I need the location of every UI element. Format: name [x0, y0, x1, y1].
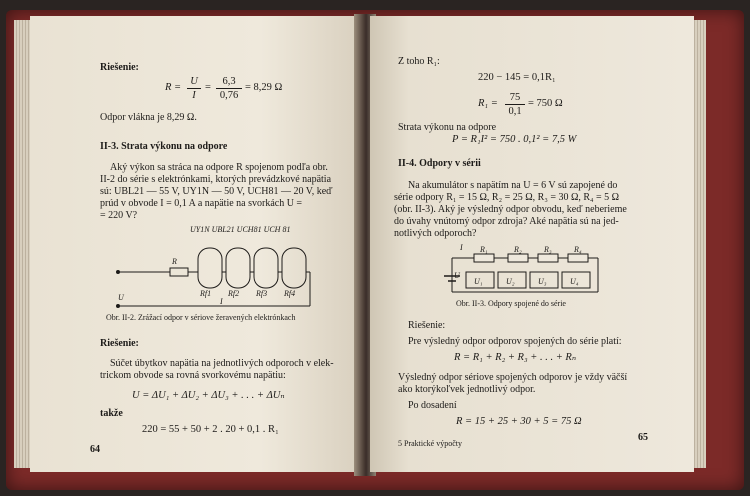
riesenie-heading: Riešenie:	[100, 62, 139, 73]
po-dosadeni-text: Po dosadení	[408, 400, 457, 411]
voltage-sum-formula: U = ΔU₁ + ΔU₂ + ΔU₃ + . . . + ΔUₙ	[132, 390, 285, 401]
right-page: Z toho R₁: 220 − 145 = 0,1R₁ R₁ = 75 0,1 = 750 Ω Strata výkonu na odpore P = R₁I² = 750 . 0,1² = 7,5 W II-4. Odpory v sérii Na akumulátor s napätím na U = 6 V sú zapojené do série odpory R₁ = 15 Ω, R₂ = 25 Ω, R₃ = 30 Ω, R₄ = 5 Ω (obr. II-3). Aký je výsledný odpor obvodu, keď neberieme do úvahy vnútorný odpor zdroja? Aké napätia sú na jed- notlivých odporoch? R₁ R₂ R₃ R₄ U₁ U₂ U₃ U₄ I U Obr. II-3. Odpory spojené do série Riešenie: Pre výsledný odpor odporov spojených do série platí: R = R₁ + R₂ + R₃ + . . . + Rₙ Výsledný odpor sériove spojených odporov je vždy väčší ako ktorýkoľvek jednotlivý odpor. Po dosadení R = 15 + 25 + 30 + 5 = 75 Ω 5 Praktické výpočty 65	[370, 16, 694, 472]
solution-line-2: trickom obvode sa rovná svorkovému napätiu:	[100, 370, 286, 381]
section-title-ii3: II-3. Strata výkonu na odpore	[100, 141, 228, 152]
figure-ii2-caption: Obr. II-2. Zrážací odpor v sériove žeravených elektrónkach	[106, 313, 296, 322]
riesenie-heading-right: Riešenie:	[408, 320, 446, 331]
series-circuit-diagram	[370, 242, 694, 302]
power-formula: P = R₁I² = 750 . 0,1² = 7,5 W	[452, 134, 577, 145]
strata-text: Strata výkonu na odpore	[398, 122, 497, 133]
numeric-result: R = 15 + 25 + 30 + 5 = 75 Ω	[456, 416, 582, 427]
result-line-2: ako ktorýkoľvek jednotlivý odpor.	[398, 384, 536, 395]
left-page: Riešenie: R = U I = 6,3 0,76 = 8,29 Ω Odpor vlákna je 8,29 Ω. II-3. Strata výkonu na odpore Aký výkon sa stráca na odpore R spojenom podľa obr. II-2 do série s elektrónkami, ktorých prevádzkové napätia sú: UBL21 — 55 V, UY1N — 50 V, UCH81 — 20 V, keď prúd v obvode I = 0,1 A a napätie na svorkách U = = 220 V? UY1N UBL21 UCH81 UCH 81 R Rf1 Rf2 Rf3 Rf4 U I Obr. II-2. Zrážací odpor v sériove žeravených elektrónkach Riešenie: Súčet úbytkov napätia na jednotlivých odporoch v elek- trickom obvode sa rovná svorkovému napätiu: U = ΔU₁ + ΔU₂ + ΔU₃ + . . . + ΔUₙ takže 220 = 55 + 50 + 2 . 20 + 0,1 . R₁ 64	[30, 16, 360, 472]
footer-text: 5 Praktické výpočty	[398, 439, 462, 448]
section-title-ii4: II-4. Odpory v sérii	[398, 158, 481, 169]
tube-circuit-diagram	[30, 234, 360, 314]
figure-ii3-caption: Obr. II-3. Odpory spojené do série	[456, 299, 566, 308]
right-page-edges	[692, 20, 706, 468]
page-number-left: 64	[90, 444, 100, 455]
riesenie-heading-2: Riešenie:	[100, 338, 139, 349]
result-intro: Pre výsledný odpor odporov spojených do série platí:	[408, 336, 622, 347]
resistance-sum-formula: R = R₁ + R₂ + R₃ + . . . + Rₙ	[454, 352, 577, 363]
filament-text: Odpor vlákna je 8,29 Ω.	[100, 112, 197, 123]
result-line-1: Výsledný odpor sériove spojených odporov je vždy väčší	[398, 372, 628, 383]
takze-text: takže	[100, 408, 123, 419]
z-toho-text: Z toho R₁:	[398, 56, 440, 67]
equation-1: 220 − 145 = 0,1R₁	[478, 72, 556, 83]
solution-line-1: Súčet úbytkov napätia na jednotlivých odporoch v elek-	[110, 358, 334, 369]
numeric-equation: 220 = 55 + 50 + 2 . 20 + 0,1 . R₁	[142, 424, 279, 435]
page-number-right: 65	[638, 432, 648, 443]
